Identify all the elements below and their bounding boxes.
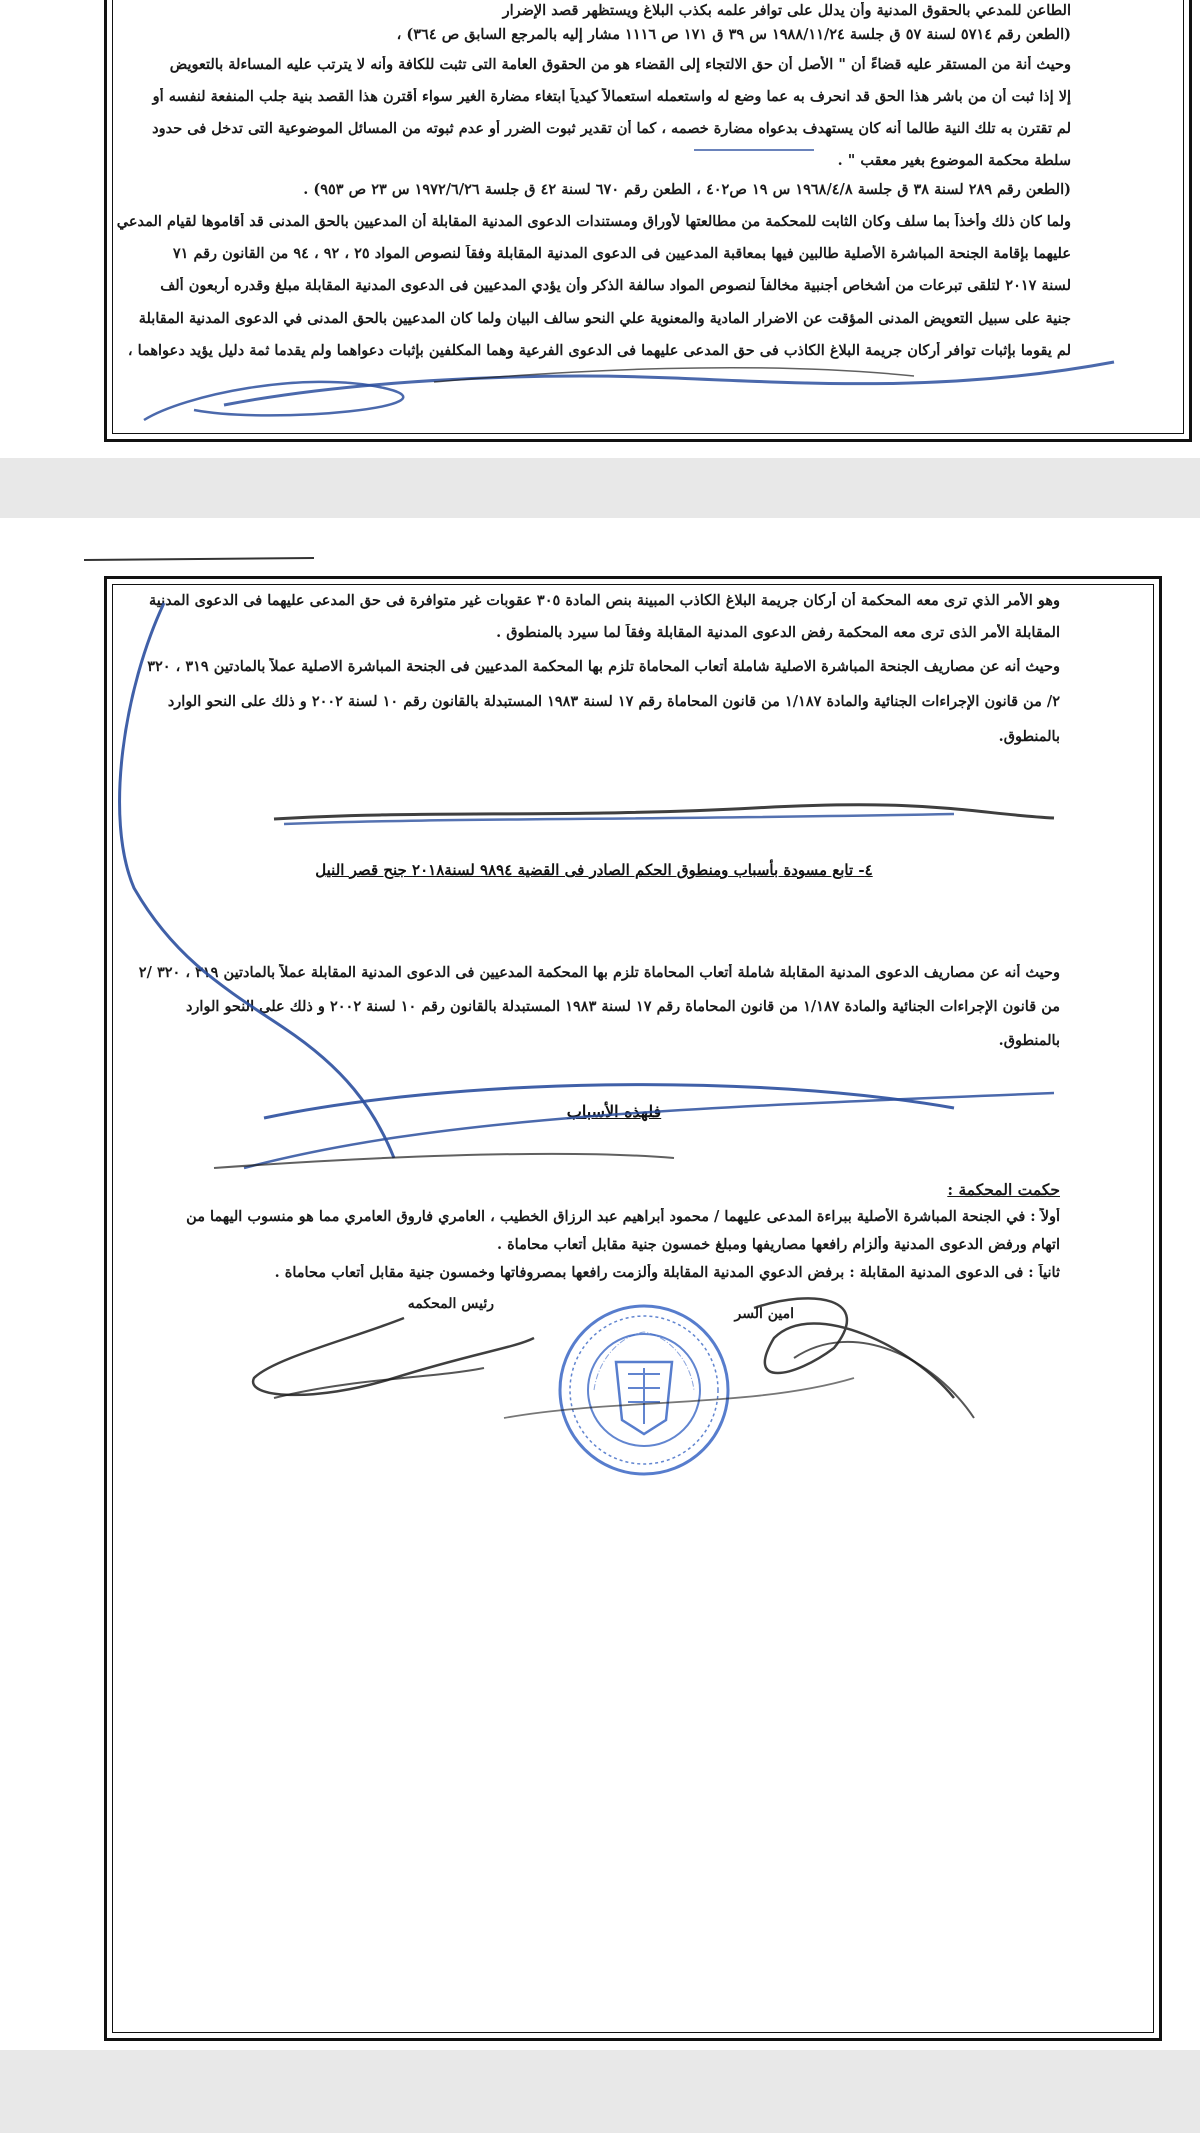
court-seal-icon [554, 1300, 734, 1480]
text-line: ٢/ من قانون الإجراءات الجنائية والمادة ١/١٨٧ من قانون المحاماة رقم ١٧ لسنة ١٩٨٣ المستبدلة بالقانون رقم ١٠ لسنة ٢٠٠٢ و ذلك على النحو الوارد [167, 693, 1060, 710]
text-line: وحيث أنه عن مصاريف الجنحة المباشرة الاصلية شاملة أتعاب المحاماة تلزم بها المحكمة المدعيين فى الجنحة المباشرة الاصلية عملاً بالمادتين ٣١٩ ، ٣٢٠ [147, 658, 1060, 675]
reasons-heading: فلهذه الأسباب [566, 1102, 662, 1121]
text-line: من قانون الإجراءات الجنائية والمادة ١/١٨٧ من قانون المحاماة رقم ١٧ لسنة ١٩٨٣ المستبدلة بالقانون رقم ١٠ لسنة ٢٠٠٢ و ذلك على النحو الوارد [185, 998, 1060, 1015]
verdict-item: ثانياً : فى الدعوى المدنية المقابلة : برفض الدعوي المدنية المقابلة وألزمت رافعها بمصروفاتها وخمسون جنية مقابل أتعاب محاماة . [274, 1264, 1060, 1281]
text-line: لسنة ٢٠١٧ لتلقى تبرعات من أشخاص أجنبية مخالفاً لنصوص المواد سالفة الذكر وأن يؤدي المدعيين فى الدعوى المدنية المقابلة مبلغ وقدره أربعون ألف [160, 277, 1071, 294]
text-line: المقابلة الأمر الذى ترى معه المحكمة رفض الدعوى المدنية المقابلة وفقاً لما سيرد بالمنطوق . [496, 624, 1060, 641]
president-signature-label: رئيس المحكمه [407, 1296, 494, 1312]
text-line: (الطعن رقم ٢٨٩ لسنة ٣٨ ق جلسة ١٩٦٨/٤/٨ س ١٩ ص٤٠٢ ، الطعن رقم ٦٧٠ لسنة ٤٢ ق جلسة ١٩٧٢/٦/٢٦ س ٢٣ ص ٩٥٣) . [303, 181, 1071, 198]
text-line: سلطة محكمة الموضوع بغير معقب " . [837, 152, 1071, 169]
secretary-signature-label: امين السر [734, 1306, 794, 1322]
text-line: وحيث أنة من المستقر عليه قضاءً أن " الأصل أن حق الالتجاء إلى القضاء هو من الحقوق العامة التى تثبت للكافة وأنه لا يترتب عليه المساءلة بالتعويض [169, 56, 1071, 73]
text-line: (الطعن رقم ٥٧١٤ لسنة ٥٧ ق جلسة ١٩٨٨/١١/٢٤ س ٣٩ ق ١٧١ ص ١١١٦ مشار إليه بالمرجع السابق ص ٣٦٤) ، [396, 26, 1071, 43]
text-line: لم يقوما بإثبات توافر أركان جريمة البلاغ الكاذب فى حق المدعى عليهما فى الدعوى الفرعية وهما المكلفين بإثبات دعواهما ولم يقدما ثمة دليل يؤيد دعواهما ، [127, 342, 1071, 359]
document-page-2 [54, 518, 1146, 2050]
text-line: ولما كان ذلك وأخذاً بما سلف وكان الثابت للمحكمة من مطالعتها لأوراق ومستندات الدعوى المدنية المقابلة أن المدعيين بالحق المدنى قد أقاموها لقيام المدعي [116, 213, 1071, 230]
text-line: وهو الأمر الذي ترى معه المحكمة أن أركان جريمة البلاغ الكاذب المبينة بنص المادة ٣٠٥ عقوبات غير متوافرة فى حق المدعى عليهما فى الدعوى المدنية [148, 592, 1060, 609]
text-line: جنية على سبيل التعويض المدنى المؤقت عن الاضرار المادية والمعنوية علي النحو سالف البيان ولما كان المدعيين بالحق المدنى في الدعوى المدنية المقابلة [138, 310, 1071, 327]
page-separator [0, 458, 1200, 518]
text-line: الطاعن للمدعي بالحقوق المدنية وأن يدلل على توافر علمه بكذب البلاغ ويستظهر قصد الإضرار [502, 2, 1071, 19]
page-separator-bottom [0, 2050, 1200, 2133]
text-line: وحيث أنه عن مصاريف الدعوى المدنية المقابلة شاملة أتعاب المحاماة تلزم بها المحكمة المدعيين فى الدعوى المدنية المقابلة عملاً بالمادتين ٣١٩ ، ٣٢٠ /٢ [138, 964, 1060, 981]
text-line: بالمنطوق. [998, 1032, 1060, 1049]
text-line: لم تقترن به تلك النية طالما أنه كان يستهدف بدعواه مضارة خصمه ، كما أن تقدير ثبوت الضرر أو عدم ثبوته من المسائل الموضوعية التى تدخل فى حدود [152, 120, 1071, 137]
top-edge-mark [54, 538, 1146, 568]
verdict-item: أولاً : في الجنحة المباشرة الأصلية ببراءة المدعى عليهما / محمود أبراهيم عبد الرزاق الخطيب ، العامري فاروق العامري مما هو منسوب اليهما من [186, 1208, 1060, 1225]
text-line: إلا إذا ثبت أن من باشر هذا الحق قد انحرف به عما وضع له واستعمله استعمالاً كيدياً ابتغاء مضارة الغير سواء أقترن هذا القصد بنية جلب المنفعة لنفسه أو [152, 88, 1071, 105]
section-heading: ٤- تابع مسودة بأسباب ومنطوق الحكم الصادر فى القضية ٩٨٩٤ لسنة٢٠١٨ جنح قصر النيل [315, 861, 873, 879]
text-line: بالمنطوق. [998, 728, 1060, 745]
verdict-item: اتهام ورفض الدعوى المدنية وألزام رافعها مصاريفها ومبلغ خمسون جنية مقابل أتعاب محاماة . [496, 1236, 1060, 1253]
text-line: عليهما بإقامة الجنحة المباشرة الأصلية طالبين فيها بمعاقبة المدعيين فى الدعوى المدنية المقابلة وفقاً لنصوص المواد ٢٥ ، ٩٢ ، ٩٤ من القانون رقم ٧١ [172, 245, 1071, 262]
verdict-intro: حكمت المحكمة : [947, 1180, 1060, 1199]
document-page-1 [54, 0, 1146, 458]
